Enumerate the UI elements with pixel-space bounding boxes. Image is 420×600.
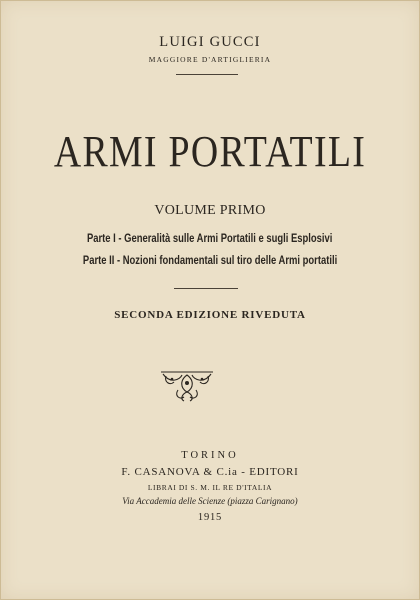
book-title: ARMI PORTATILI — [53, 127, 367, 176]
publication-year: 1915 — [197, 512, 223, 523]
publisher-title: LIBRAI DI S. M. IL RE D'ITALIA — [147, 483, 273, 492]
publisher-address: Via Accademia delle Scienze (piazza Carignano) — [122, 496, 298, 506]
publisher-name: F. CASANOVA & C.ia - EDITORI — [121, 466, 299, 478]
publisher-city: TORINO — [181, 450, 239, 461]
divider-top — [176, 74, 238, 75]
edition-label: SECONDA EDIZIONE RIVEDUTA — [114, 309, 306, 321]
author-rank: MAGGIORE D'ARTIGLIERIA — [148, 55, 272, 64]
part-two-text: Parte II - Nozioni fondamentali sul tiro delle Armi portatili — [82, 255, 338, 267]
divider-middle — [174, 288, 238, 289]
floral-vignette-icon — [158, 366, 216, 404]
volume-label: VOLUME PRIMO — [154, 203, 266, 218]
part-two — [0, 255, 420, 267]
author-name: LUIGI GUCCI — [159, 34, 261, 50]
part-one — [0, 233, 420, 245]
part-one-text: Parte I - Generalità sulle Armi Portatili e sugli Esplosivi — [87, 233, 333, 245]
